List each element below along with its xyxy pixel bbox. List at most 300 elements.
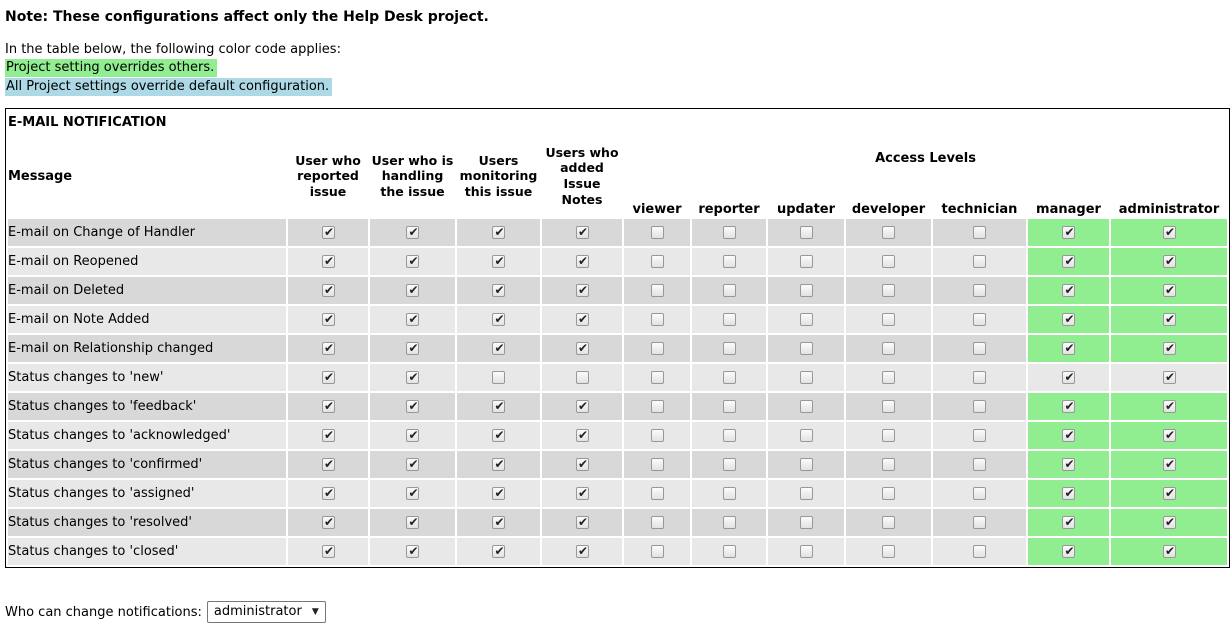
checkbox-unchecked[interactable] [800, 545, 813, 558]
checkbox-checked[interactable] [492, 516, 505, 529]
checkbox-checked[interactable] [1062, 255, 1075, 268]
checkbox-unchecked[interactable] [882, 400, 895, 413]
user-column-header-3: Users who added Issue Notes [542, 135, 622, 217]
checkbox-checked[interactable] [576, 545, 589, 558]
checkbox-checked[interactable] [322, 516, 335, 529]
checkbox-checked[interactable] [322, 487, 335, 500]
checkbox-unchecked[interactable] [723, 255, 736, 268]
checkbox-cell [370, 509, 455, 536]
checkbox-cell [542, 393, 622, 420]
checkbox-checked[interactable] [322, 313, 335, 326]
checkbox-cell [1028, 335, 1109, 362]
checkbox-cell [933, 451, 1026, 478]
checkbox-checked[interactable] [492, 487, 505, 500]
checkbox-checked[interactable] [322, 400, 335, 413]
checkbox-cell [370, 393, 455, 420]
user-column-header-1: User who is handling the issue [370, 135, 455, 217]
checkbox-cell [457, 393, 540, 420]
checkbox-unchecked[interactable] [882, 545, 895, 558]
checkbox-cell [1028, 306, 1109, 333]
checkbox-unchecked[interactable] [973, 458, 986, 471]
checkbox-cell [624, 277, 690, 304]
checkbox-checked[interactable] [1062, 226, 1075, 239]
checkbox-unchecked[interactable] [723, 284, 736, 297]
checkbox-unchecked[interactable] [723, 400, 736, 413]
checkbox-cell [768, 306, 844, 333]
checkbox-checked[interactable] [492, 342, 505, 355]
checkbox-cell [1028, 480, 1109, 507]
checkbox-checked[interactable] [406, 342, 419, 355]
row-label: Status changes to 'assigned' [8, 480, 286, 507]
checkbox-cell [768, 219, 844, 246]
checkbox-cell [692, 451, 766, 478]
row-label: E-mail on Change of Handler [8, 219, 286, 246]
checkbox-checked[interactable] [406, 487, 419, 500]
checkbox-cell [288, 364, 368, 391]
checkbox-cell [624, 306, 690, 333]
table-row [8, 538, 1227, 565]
checkbox-cell [1111, 248, 1227, 275]
checkbox-cell [933, 538, 1026, 565]
row-label: Status changes to 'confirmed' [8, 451, 286, 478]
checkbox-cell [624, 248, 690, 275]
checkbox-cell [370, 480, 455, 507]
checkbox-unchecked[interactable] [723, 313, 736, 326]
checkbox-unchecked[interactable] [492, 371, 505, 384]
checkbox-unchecked[interactable] [723, 545, 736, 558]
checkbox-unchecked[interactable] [651, 313, 664, 326]
checkbox-cell [542, 364, 622, 391]
checkbox-checked[interactable] [492, 284, 505, 297]
dropdown-arrow-icon: ▼ [311, 606, 319, 617]
checkbox-unchecked[interactable] [723, 487, 736, 500]
row-label: E-mail on Deleted [8, 277, 286, 304]
checkbox-unchecked[interactable] [882, 458, 895, 471]
checkbox-cell [288, 422, 368, 449]
checkbox-cell [1028, 422, 1109, 449]
checkbox-cell [846, 393, 931, 420]
user-column-header-0: User who reported issue [288, 135, 368, 217]
checkbox-checked[interactable] [322, 342, 335, 355]
checkbox-unchecked[interactable] [723, 458, 736, 471]
checkbox-cell [692, 538, 766, 565]
checkbox-unchecked[interactable] [882, 429, 895, 442]
checkbox-cell [457, 277, 540, 304]
checkbox-checked[interactable] [1163, 458, 1176, 471]
checkbox-checked[interactable] [1062, 487, 1075, 500]
checkbox-cell [457, 219, 540, 246]
checkbox-cell [542, 277, 622, 304]
access-level-header-reporter: reporter [692, 183, 766, 217]
checkbox-unchecked[interactable] [723, 516, 736, 529]
checkbox-cell [288, 306, 368, 333]
checkbox-cell [542, 480, 622, 507]
checkbox-cell [288, 538, 368, 565]
who-can-change-selected-value: administrator [213, 604, 302, 619]
checkbox-cell [370, 219, 455, 246]
checkbox-checked[interactable] [1062, 516, 1075, 529]
checkbox-unchecked[interactable] [973, 284, 986, 297]
checkbox-unchecked[interactable] [973, 226, 986, 239]
row-label: Status changes to 'feedback' [8, 393, 286, 420]
checkbox-cell [1028, 538, 1109, 565]
checkbox-unchecked[interactable] [651, 545, 664, 558]
checkbox-cell [1111, 335, 1227, 362]
checkbox-cell [846, 422, 931, 449]
checkbox-unchecked[interactable] [800, 487, 813, 500]
checkbox-cell [1111, 451, 1227, 478]
access-levels-header: Access Levels [624, 135, 1227, 181]
checkbox-cell [768, 248, 844, 275]
checkbox-checked[interactable] [1062, 429, 1075, 442]
row-label: Status changes to 'closed' [8, 538, 286, 565]
checkbox-unchecked[interactable] [800, 342, 813, 355]
checkbox-cell [933, 219, 1026, 246]
checkbox-checked[interactable] [406, 313, 419, 326]
checkbox-checked[interactable] [1062, 400, 1075, 413]
checkbox-checked[interactable] [406, 284, 419, 297]
checkbox-cell [457, 364, 540, 391]
row-label: Status changes to 'new' [8, 364, 286, 391]
checkbox-unchecked[interactable] [651, 255, 664, 268]
checkbox-cell [288, 277, 368, 304]
checkbox-cell [692, 509, 766, 536]
checkbox-checked[interactable] [576, 255, 589, 268]
checkbox-checked[interactable] [1163, 226, 1176, 239]
user-column-header-2: Users monitoring this issue [457, 135, 540, 217]
checkbox-cell [542, 219, 622, 246]
checkbox-checked[interactable] [406, 516, 419, 529]
checkbox-checked[interactable] [1062, 458, 1075, 471]
checkbox-checked[interactable] [1163, 255, 1176, 268]
checkbox-unchecked[interactable] [882, 284, 895, 297]
checkbox-checked[interactable] [492, 458, 505, 471]
checkbox-checked[interactable] [1163, 313, 1176, 326]
checkbox-unchecked[interactable] [723, 226, 736, 239]
checkbox-checked[interactable] [406, 429, 419, 442]
checkbox-unchecked[interactable] [882, 255, 895, 268]
table-row [8, 451, 1227, 478]
checkbox-cell [457, 306, 540, 333]
checkbox-unchecked[interactable] [800, 284, 813, 297]
checkbox-checked[interactable] [406, 458, 419, 471]
checkbox-cell [846, 306, 931, 333]
checkbox-cell [846, 538, 931, 565]
checkbox-cell [768, 451, 844, 478]
checkbox-checked[interactable] [322, 371, 335, 384]
email-notification-table [5, 108, 1230, 568]
checkbox-cell [1028, 451, 1109, 478]
checkbox-checked[interactable] [406, 371, 419, 384]
checkbox-unchecked[interactable] [973, 255, 986, 268]
checkbox-cell [692, 422, 766, 449]
row-label: Status changes to 'resolved' [8, 509, 286, 536]
table-row [8, 422, 1227, 449]
checkbox-unchecked[interactable] [576, 371, 589, 384]
table-row [8, 219, 1227, 246]
checkbox-unchecked[interactable] [651, 342, 664, 355]
checkbox-checked[interactable] [1163, 429, 1176, 442]
table-title: E-MAIL NOTIFICATION [8, 111, 1227, 133]
checkbox-cell [1028, 219, 1109, 246]
checkbox-cell [542, 451, 622, 478]
checkbox-unchecked[interactable] [651, 429, 664, 442]
checkbox-unchecked[interactable] [973, 516, 986, 529]
checkbox-unchecked[interactable] [800, 313, 813, 326]
checkbox-cell [624, 335, 690, 362]
checkbox-unchecked[interactable] [973, 313, 986, 326]
checkbox-cell [288, 335, 368, 362]
checkbox-cell [624, 393, 690, 420]
checkbox-unchecked[interactable] [800, 458, 813, 471]
checkbox-checked[interactable] [576, 342, 589, 355]
checkbox-cell [542, 335, 622, 362]
table-title-row [8, 111, 1227, 133]
who-can-change-select[interactable] [207, 601, 326, 623]
checkbox-unchecked[interactable] [882, 226, 895, 239]
checkbox-unchecked[interactable] [651, 400, 664, 413]
table-row [8, 480, 1227, 507]
checkbox-cell [370, 248, 455, 275]
checkbox-unchecked[interactable] [973, 371, 986, 384]
checkbox-checked[interactable] [1062, 284, 1075, 297]
checkbox-cell [1111, 509, 1227, 536]
checkbox-unchecked[interactable] [882, 516, 895, 529]
checkbox-cell [1111, 219, 1227, 246]
checkbox-checked[interactable] [406, 400, 419, 413]
checkbox-unchecked[interactable] [651, 516, 664, 529]
checkbox-cell [1111, 538, 1227, 565]
checkbox-cell [692, 248, 766, 275]
checkbox-cell [1028, 364, 1109, 391]
checkbox-cell [846, 219, 931, 246]
checkbox-cell [933, 509, 1026, 536]
checkbox-cell [288, 509, 368, 536]
checkbox-cell [846, 509, 931, 536]
checkbox-checked[interactable] [322, 545, 335, 558]
table-row [8, 248, 1227, 275]
checkbox-cell [624, 364, 690, 391]
table-row [8, 306, 1227, 333]
message-column-header: Message [8, 135, 286, 217]
checkbox-cell [624, 538, 690, 565]
checkbox-cell [1111, 277, 1227, 304]
checkbox-checked[interactable] [492, 226, 505, 239]
checkbox-cell [288, 248, 368, 275]
table-row [8, 335, 1227, 362]
checkbox-cell [692, 393, 766, 420]
checkbox-cell [288, 393, 368, 420]
checkbox-checked[interactable] [322, 284, 335, 297]
checkbox-unchecked[interactable] [651, 284, 664, 297]
footer [5, 601, 1228, 623]
checkbox-cell [933, 480, 1026, 507]
access-level-header-manager: manager [1028, 183, 1109, 217]
checkbox-cell [768, 480, 844, 507]
checkbox-cell [768, 277, 844, 304]
checkbox-unchecked[interactable] [882, 371, 895, 384]
checkbox-cell [933, 393, 1026, 420]
checkbox-checked[interactable] [406, 226, 419, 239]
checkbox-cell [692, 335, 766, 362]
checkbox-checked[interactable] [576, 226, 589, 239]
checkbox-cell [846, 451, 931, 478]
checkbox-unchecked[interactable] [973, 400, 986, 413]
checkbox-cell [1111, 393, 1227, 420]
checkbox-cell [768, 509, 844, 536]
row-label: E-mail on Note Added [8, 306, 286, 333]
who-can-change-label: Who can change notifications: [5, 604, 202, 620]
checkbox-unchecked[interactable] [651, 458, 664, 471]
checkbox-unchecked[interactable] [882, 342, 895, 355]
checkbox-checked[interactable] [492, 545, 505, 558]
checkbox-unchecked[interactable] [800, 400, 813, 413]
checkbox-checked[interactable] [322, 429, 335, 442]
checkbox-checked[interactable] [1163, 516, 1176, 529]
checkbox-unchecked[interactable] [723, 371, 736, 384]
checkbox-unchecked[interactable] [800, 516, 813, 529]
checkbox-cell [768, 335, 844, 362]
checkbox-checked[interactable] [1163, 400, 1176, 413]
checkbox-cell [288, 219, 368, 246]
checkbox-cell [457, 480, 540, 507]
checkbox-unchecked[interactable] [973, 342, 986, 355]
checkbox-checked[interactable] [1163, 284, 1176, 297]
checkbox-unchecked[interactable] [973, 487, 986, 500]
checkbox-checked[interactable] [492, 429, 505, 442]
checkbox-cell [457, 538, 540, 565]
access-level-header-viewer: viewer [624, 183, 690, 217]
checkbox-cell [1028, 277, 1109, 304]
checkbox-cell [542, 306, 622, 333]
checkbox-unchecked[interactable] [651, 226, 664, 239]
checkbox-checked[interactable] [576, 313, 589, 326]
checkbox-cell [288, 451, 368, 478]
checkbox-cell [542, 422, 622, 449]
checkbox-unchecked[interactable] [723, 429, 736, 442]
checkbox-cell [933, 422, 1026, 449]
checkbox-cell [933, 248, 1026, 275]
color-code-intro: In the table below, the following color code applies: [5, 42, 341, 57]
table-row [8, 364, 1227, 391]
checkbox-checked[interactable] [576, 516, 589, 529]
checkbox-checked[interactable] [322, 255, 335, 268]
row-label: E-mail on Relationship changed [8, 335, 286, 362]
checkbox-cell [542, 538, 622, 565]
checkbox-checked[interactable] [1062, 371, 1075, 384]
checkbox-checked[interactable] [576, 284, 589, 297]
checkbox-checked[interactable] [576, 458, 589, 471]
checkbox-cell [457, 422, 540, 449]
checkbox-checked[interactable] [576, 400, 589, 413]
checkbox-checked[interactable] [1163, 545, 1176, 558]
checkbox-cell [624, 451, 690, 478]
checkbox-cell [933, 335, 1026, 362]
checkbox-cell [692, 219, 766, 246]
checkbox-cell [692, 364, 766, 391]
checkbox-cell [370, 538, 455, 565]
table-row [8, 277, 1227, 304]
checkbox-cell [624, 509, 690, 536]
checkbox-cell [370, 306, 455, 333]
checkbox-unchecked[interactable] [973, 545, 986, 558]
checkbox-checked[interactable] [576, 487, 589, 500]
checkbox-checked[interactable] [1163, 371, 1176, 384]
checkbox-cell [1111, 480, 1227, 507]
checkbox-checked[interactable] [406, 255, 419, 268]
checkbox-unchecked[interactable] [800, 371, 813, 384]
access-level-header-updater: updater [768, 183, 844, 217]
checkbox-cell [933, 277, 1026, 304]
checkbox-cell [846, 364, 931, 391]
checkbox-checked[interactable] [1062, 342, 1075, 355]
checkbox-checked[interactable] [576, 429, 589, 442]
checkbox-cell [624, 219, 690, 246]
checkbox-unchecked[interactable] [882, 313, 895, 326]
checkbox-unchecked[interactable] [882, 487, 895, 500]
checkbox-cell [768, 393, 844, 420]
checkbox-cell [370, 422, 455, 449]
checkbox-cell [288, 480, 368, 507]
checkbox-cell [692, 306, 766, 333]
checkbox-cell [846, 248, 931, 275]
checkbox-checked[interactable] [1163, 487, 1176, 500]
checkbox-unchecked[interactable] [800, 429, 813, 442]
checkbox-checked[interactable] [1163, 342, 1176, 355]
checkbox-checked[interactable] [492, 255, 505, 268]
checkbox-checked[interactable] [492, 400, 505, 413]
checkbox-cell [457, 451, 540, 478]
checkbox-cell [933, 306, 1026, 333]
checkbox-cell [846, 480, 931, 507]
access-level-header-developer: developer [846, 183, 931, 217]
checkbox-cell [1111, 364, 1227, 391]
checkbox-cell [624, 422, 690, 449]
access-level-header-administrator: administrator [1111, 183, 1227, 217]
checkbox-cell [370, 451, 455, 478]
checkbox-cell [542, 509, 622, 536]
checkbox-checked[interactable] [1062, 545, 1075, 558]
checkbox-cell [768, 538, 844, 565]
checkbox-cell [1028, 248, 1109, 275]
checkbox-cell [457, 335, 540, 362]
checkbox-checked[interactable] [322, 458, 335, 471]
checkbox-cell [692, 277, 766, 304]
checkbox-unchecked[interactable] [800, 255, 813, 268]
checkbox-cell [457, 509, 540, 536]
checkbox-unchecked[interactable] [651, 371, 664, 384]
table-row [8, 509, 1227, 536]
access-level-header-technician: technician [933, 183, 1026, 217]
row-label: Status changes to 'acknowledged' [8, 422, 286, 449]
table-row [8, 393, 1227, 420]
checkbox-unchecked[interactable] [651, 487, 664, 500]
checkbox-checked[interactable] [492, 313, 505, 326]
checkbox-cell [370, 335, 455, 362]
checkbox-checked[interactable] [1062, 313, 1075, 326]
checkbox-unchecked[interactable] [723, 342, 736, 355]
checkbox-cell [933, 364, 1026, 391]
checkbox-unchecked[interactable] [973, 429, 986, 442]
checkbox-checked[interactable] [406, 545, 419, 558]
checkbox-checked[interactable] [322, 226, 335, 239]
checkbox-cell [1111, 306, 1227, 333]
checkbox-unchecked[interactable] [800, 226, 813, 239]
checkbox-cell [692, 480, 766, 507]
header-row-groups [8, 135, 1227, 181]
checkbox-cell [1111, 422, 1227, 449]
checkbox-cell [370, 364, 455, 391]
